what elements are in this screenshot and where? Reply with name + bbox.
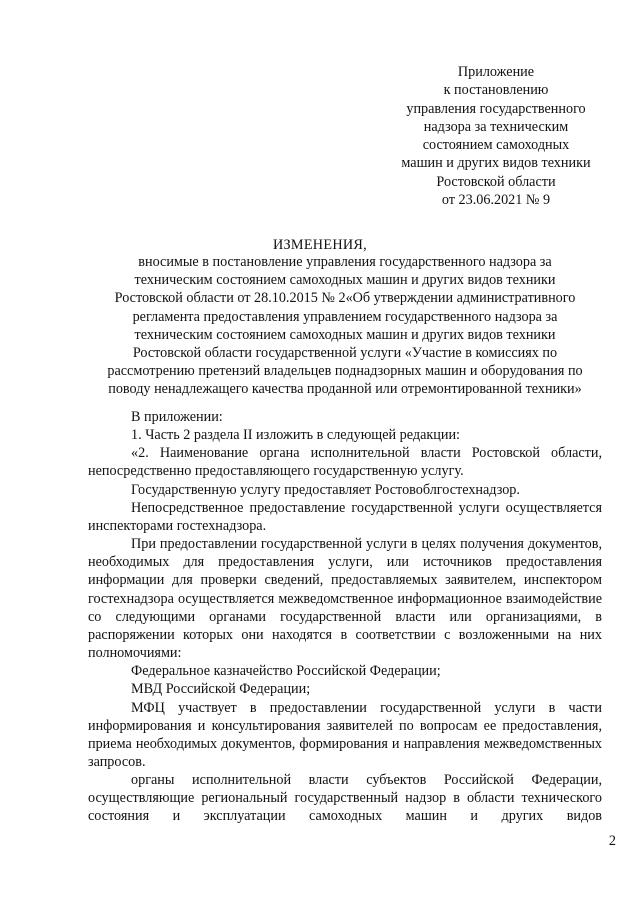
body-paragraph: 1. Часть 2 раздела II изложить в следующей редакции: [131, 427, 460, 444]
page-number: 2 [608, 833, 616, 849]
body-paragraph: МФЦ участвует в предоставлении государственной услуги в части информирования и консультирования заявителей по вопросам ее предоставления, приема необходимых документов, формирования и направления межведомственных запросов. [88, 699, 602, 770]
body-paragraph: МВД Российской Федерации; [131, 681, 311, 698]
subtitle-line: регламента предоставления управлением государственного надзора за [132, 308, 558, 325]
document-subtitle [88, 253, 602, 399]
body-paragraph: При предоставлении государственной услуги в целях получения документов, необходимых для предоставления услуги, или источников предоставления информации для проверки сведений, предоставляемых заявителем, инспектором гостехнадзора осуществляется межведомственное информационное взаимодействие со следующими органами государственной власти или организациями, в распоряжении которых они находятся в соответствии с возложенными на них полномочиями: [88, 536, 602, 662]
appendix-line: надзора за техническим [423, 118, 569, 135]
subtitle-line: поводу ненадлежащего качества проданной или отремонтированной техники» [108, 381, 582, 398]
document-body [88, 408, 602, 826]
body-paragraph: В приложении: [131, 409, 223, 425]
subtitle-line: техническим состоянием самоходных машин и других видов техники [134, 272, 556, 289]
appendix-line: машин и других видов техники [401, 155, 591, 172]
subtitle-line: вносимые в постановление управления государственного надзора за [138, 254, 552, 270]
body-paragraph: «2. Наименование органа исполнительной власти Ростовской области, непосредственно предоставляющего государственную услугу. [88, 445, 602, 480]
appendix-line: к постановлению [443, 82, 549, 99]
body-paragraph: органы исполнительной власти субъектов Российской Федерации, осуществляющие региональный государственный надзор в области технического состояния и эксплуатации самоходных машин и других видов [88, 772, 602, 825]
appendix-block [386, 63, 606, 209]
body-paragraph: Государственную услугу предоставляет Ростовоблгостехнадзор. [131, 481, 520, 498]
subtitle-line: техническим состоянием самоходных машин и других видов техники [134, 326, 556, 343]
appendix-line: управления государственного [406, 100, 586, 117]
appendix-line: Приложение [457, 64, 535, 80]
subtitle-line: Ростовской области от 28.10.2015 № 2«Об утверждении административного [114, 290, 576, 307]
subtitle-line: Ростовской области государственной услуги «Участие в комиссиях по [132, 345, 558, 362]
body-paragraph: Федеральное казначейство Российской Федерации; [131, 663, 441, 680]
appendix-line: от 23.06.2021 № 9 [441, 192, 551, 209]
document-title: ИЗМЕНЕНИЯ, [272, 237, 368, 253]
appendix-line: Ростовской области [436, 173, 556, 190]
appendix-line: состоянием самоходных [422, 137, 570, 154]
body-paragraph: Непосредственное предоставление государственной услуги осуществляется инспекторами гостехнадзора. [88, 499, 602, 534]
subtitle-line: рассмотрению претензий владельцев поднадзорных машин и оборудования по [107, 363, 583, 380]
